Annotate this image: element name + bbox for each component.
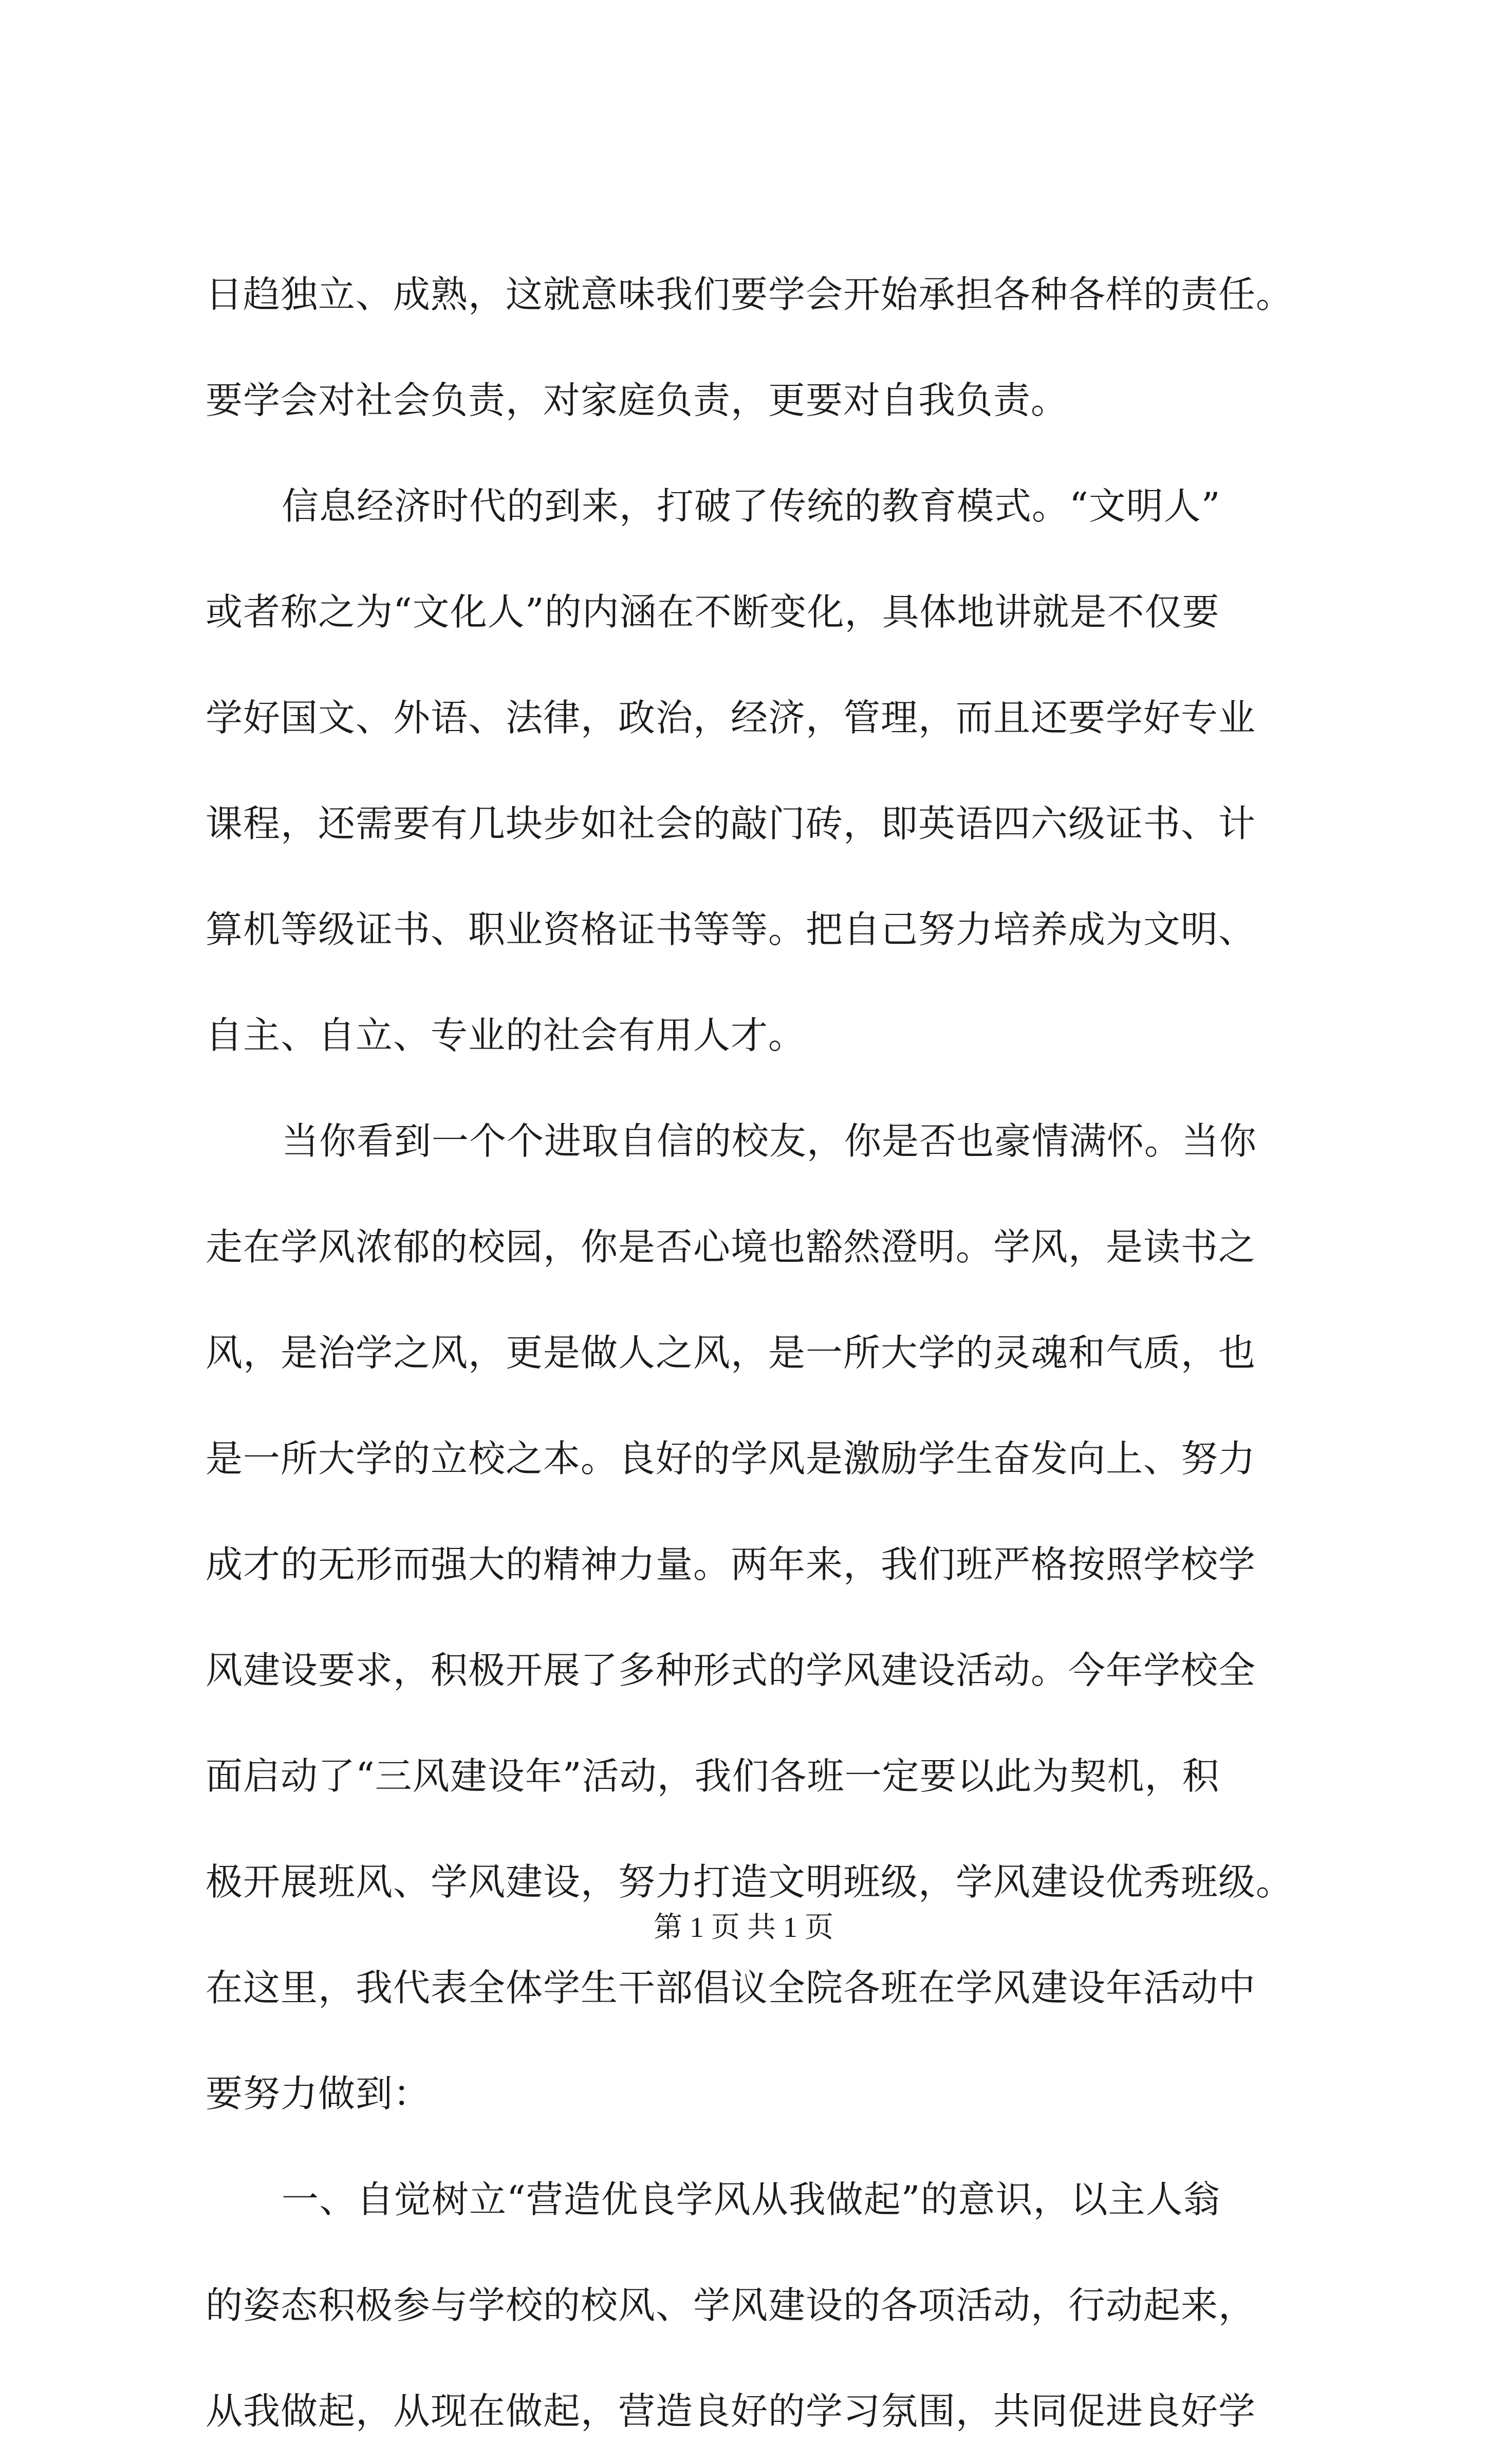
text-line: 日趋独立、成熟，这就意味我们要学会开始承担各种各样的责任。: [206, 273, 1294, 316]
text-line: 要努力做到：: [206, 2072, 431, 2115]
text-line: 面启动了“三风建设年”活动，我们各班一定要以此为契机，积: [206, 1754, 1220, 1798]
text-line: 一、自觉树立“营造优良学风从我做起”的意识，以主人翁: [282, 2178, 1221, 2221]
text-line: 极开展班风、学风建设，努力打造文明班级，学风建设优秀班级。: [206, 1860, 1294, 1903]
page-number-footer: 第 1 页 共 1 页: [654, 1912, 833, 1944]
text-line: 从我做起，从现在做起，营造良好的学习氛围，共同促进良好学: [206, 2390, 1256, 2433]
text-line: 自主、自立、专业的社会有用人才。: [206, 1014, 806, 1057]
text-line: 信息经济时代的到来，打破了传统的教育模式。“文明人”: [282, 484, 1221, 528]
text-line: 是一所大学的立校之本。良好的学风是激励学生奋发向上、努力: [206, 1437, 1256, 1480]
text-line: 风，是治学之风，更是做人之风，是一所大学的灵魂和气质，也: [206, 1331, 1256, 1374]
text-line: 当你看到一个个进取自信的校友，你是否也豪情满怀。当你: [282, 1119, 1257, 1163]
text-line: 课程，还需要有几块步如社会的敲门砖，即英语四六级证书、计: [206, 802, 1256, 845]
text-line: 学好国文、外语、法律，政治，经济，管理，而且还要学好专业: [206, 696, 1256, 739]
text-line: 或者称之为“文化人”的内涵在不断变化，具体地讲就是不仅要: [206, 590, 1220, 633]
text-line: 走在学风浓郁的校园，你是否心境也豁然澄明。学风，是读书之: [206, 1225, 1256, 1268]
text-line: 风建设要求，积极开展了多种形式的学风建设活动。今年学校全: [206, 1649, 1256, 1692]
text-line: 的姿态积极参与学校的校风、学风建设的各项活动，行动起来，: [206, 2284, 1256, 2327]
text-line: 在这里，我代表全体学生干部倡议全院各班在学风建设年活动中: [206, 1966, 1256, 2009]
text-line: 算机等级证书、职业资格证书等等。把自己努力培养成为文明、: [206, 908, 1256, 951]
text-line: 成才的无形而强大的精神力量。两年来，我们班严格按照学校学: [206, 1543, 1256, 1586]
text-line: 要学会对社会负责，对家庭负责，更要对自我负责。: [206, 379, 1069, 422]
document-body: [206, 241, 1310, 2464]
